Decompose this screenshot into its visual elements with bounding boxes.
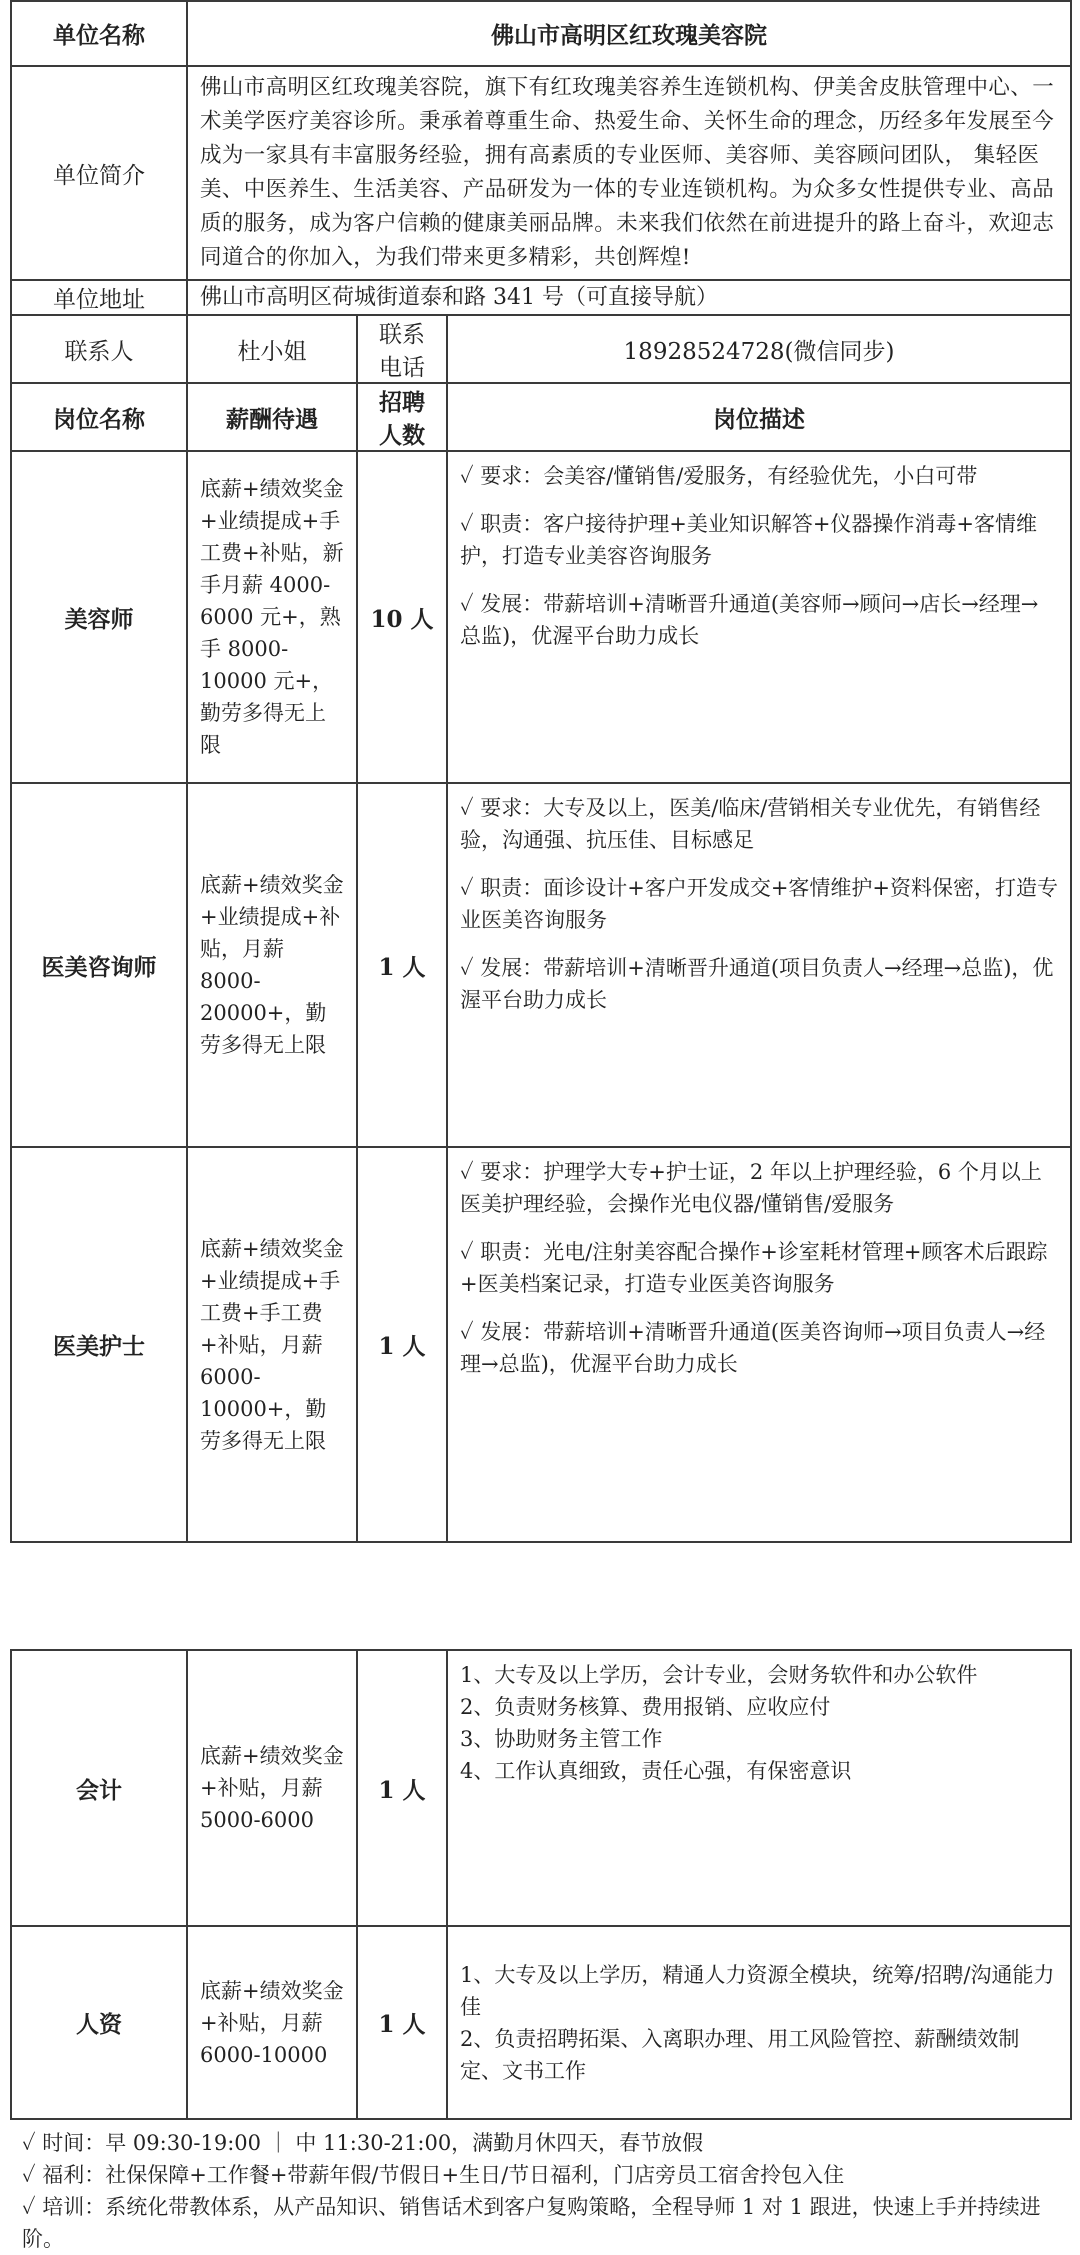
job-title: 医美咨询师: [11, 783, 187, 1147]
job-row: [11, 1147, 1071, 1542]
job-description: [447, 1926, 1071, 2119]
job-count: 10 人: [357, 451, 447, 783]
company-intro-label: 单位简介: [11, 66, 187, 280]
job-description: [447, 1147, 1071, 1542]
job-description: [447, 1650, 1071, 1926]
footer-notes: [22, 2127, 1062, 2255]
job-salary: 底薪+绩效奖金+业绩提成+手工费+手工费+补贴，月薪 6000-10000+，勤劳多得无上限: [187, 1147, 357, 1542]
job-title: 美容师: [11, 451, 187, 783]
job-duty: ✓ 职责：客户接待护理+美业知识解答+仪器操作消毒+客情维护，打造专业美容咨询服务: [460, 512, 1038, 568]
list-item: 1、大专及以上学历，会计专业，会财务软件和办公软件: [460, 1663, 978, 1687]
header-position: 岗位名称: [11, 383, 187, 451]
header-description: 岗位描述: [447, 383, 1071, 451]
list-item: 4、工作认真细致，责任心强，有保密意识: [460, 1759, 852, 1783]
company-intro: 佛山市高明区红玫瑰美容院，旗下有红玫瑰美容养生连锁机构、伊美舍皮肤管理中心、一术美学医疗美容诊所。秉承着尊重生命、热爱生命、关怀生命的理念，历经多年发展至今成为一家具有丰富服务经验，拥有高素质的专业医师、美容师、美容顾问团队， 集轻医美、中医养生、生活美容、产品研发为一体的专业连锁机构。为众多女性提供专业、高品质的服务，成为客户信赖的健康美丽品牌。未来我们依然在前进提升的路上奋斗，欢迎志同道合的你加入，为我们带来更多精彩，共创辉煌!: [187, 66, 1071, 280]
company-name-label: 单位名称: [11, 1, 187, 66]
job-title: 医美护士: [11, 1147, 187, 1542]
company-address-label: 单位地址: [11, 280, 187, 315]
job-description: [447, 451, 1071, 783]
list-item: 2、负责招聘拓渠、入离职办理、用工风险管控、薪酬绩效制定、文书工作: [460, 2026, 1020, 2083]
company-name: 佛山市高明区红玫瑰美容院: [187, 1, 1071, 66]
list-item: 3、协助财务主管工作: [460, 1727, 663, 1751]
job-count: 1 人: [357, 1650, 447, 1926]
job-duty: ✓ 职责：光电/注射美容配合操作+诊室耗材管理+顾客术后跟踪+医美档案记录，打造专业医美咨询服务: [460, 1240, 1048, 1296]
job-salary: 底薪+绩效奖金+业绩提成+补贴，月薪 8000-20000+，勤劳多得无上限: [187, 783, 357, 1147]
footer-benefits: ✓ 福利：社保保障+工作餐+带薪年假/节假日+生日/节日福利，门店旁员工宿舍拎包入住: [22, 2163, 845, 2187]
job-title: 人资: [11, 1926, 187, 2119]
job-growth: ✓ 发展：带薪培训+清晰晋升通道(美容师→顾问→店长→经理→总监)，优渥平台助力成长: [460, 592, 1039, 648]
list-item: 2、负责财务核算、费用报销、应收应付: [460, 1695, 831, 1719]
company-info-table: [10, 0, 1072, 1543]
job-duty: ✓ 职责：面诊设计+客户开发成交+客情维护+资料保密，打造专业医美咨询服务: [460, 876, 1059, 932]
job-salary: 底薪+绩效奖金+业绩提成+手工费+补贴，新手月薪 4000-6000 元+，熟手 8000-10000 元+，勤劳多得无上限: [187, 451, 357, 783]
job-row: [11, 1650, 1071, 1926]
job-count: 1 人: [357, 1926, 447, 2119]
job-growth: ✓ 发展：带薪培训+清晰晋升通道(项目负责人→经理→总监)，优渥平台助力成长: [460, 956, 1054, 1012]
contact-name: 杜小姐: [187, 315, 357, 383]
footer-time: ✓ 时间：早 09:30-19:00 ｜ 中 11:30-21:00，满勤月休四天，春节放假: [22, 2131, 704, 2155]
job-requirement: ✓ 要求：会美容/懂销售/爱服务，有经验优先，小白可带: [460, 464, 978, 488]
company-address: 佛山市高明区荷城街道泰和路 341 号（可直接导航）: [187, 280, 1071, 315]
job-title: 会计: [11, 1650, 187, 1926]
contact-label: 联系人: [11, 315, 187, 383]
header-salary: 薪酬待遇: [187, 383, 357, 451]
footer-training: ✓ 培训：系统化带教体系，从产品知识、销售话术到客户复购策略，全程导师 1 对 1 跟进，快速上手并持续进阶。: [22, 2195, 1041, 2251]
job-description: [447, 783, 1071, 1147]
job-count: 1 人: [357, 783, 447, 1147]
jobs-table-2: [10, 1649, 1072, 2120]
job-requirement: ✓ 要求：大专及以上，医美/临床/营销相关专业优先，有销售经验，沟通强、抗压佳、目标感足: [460, 796, 1041, 852]
phone-number: 18928524728(微信同步): [447, 315, 1071, 383]
phone-label: 联系电话: [357, 315, 447, 383]
job-growth: ✓ 发展：带薪培训+清晰晋升通道(医美咨询师→项目负责人→经理→总监)，优渥平台助力成长: [460, 1320, 1046, 1376]
job-count: 1 人: [357, 1147, 447, 1542]
list-item: 1、大专及以上学历，精通人力资源全模块，统筹/招聘/沟通能力佳: [460, 1962, 1055, 2019]
job-row: [11, 451, 1071, 783]
job-row: [11, 1926, 1071, 2119]
header-count: 招聘人数: [357, 383, 447, 451]
job-salary: 底薪+绩效奖金+补贴，月薪 6000-10000: [187, 1926, 357, 2119]
job-row: [11, 783, 1071, 1147]
job-salary: 底薪+绩效奖金+补贴，月薪 5000-6000: [187, 1650, 357, 1926]
job-requirement: ✓ 要求：护理学大专+护士证，2 年以上护理经验，6 个月以上医美护理经验，会操作光电仪器/懂销售/爱服务: [460, 1160, 1042, 1216]
